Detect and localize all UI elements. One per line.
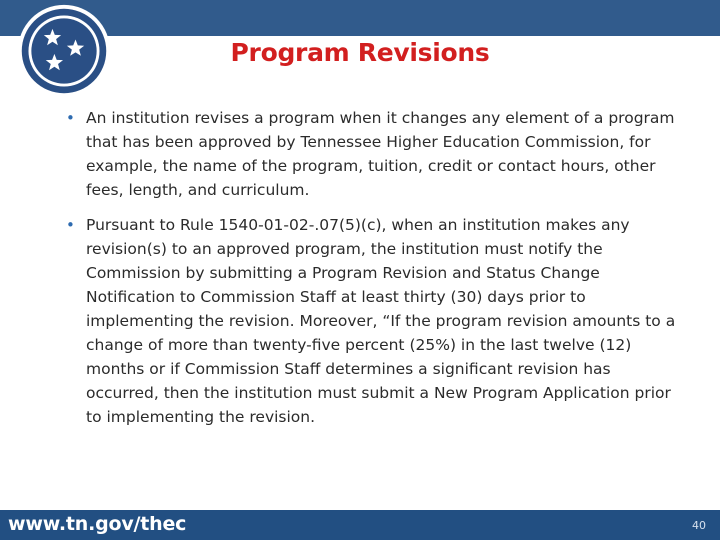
- bullet-marker-icon: •: [66, 109, 75, 127]
- bullet-text: An institution revises a program when it changes any element of a program that has been approved by Tennessee Higher Education Commission, for example, the name of the program, tuition, credit or contact hours, other fees, length, and curriculum.: [86, 109, 675, 199]
- bullet-item: [66, 106, 681, 202]
- bullet-list: [66, 106, 681, 440]
- footer-bar: [0, 510, 720, 540]
- footer-url: www.tn.gov/thec: [8, 513, 187, 535]
- bullet-text: Pursuant to Rule 1540-01-02-.07(5)(c), when an institution makes any revision(s) to an approved program, the institution must notify the Commission by submitting a Program Revision and Status Change Notification to Commission Staff at least thirty (30) days prior to implementing the revision. Moreover, “If the program revision amounts to a change of more than twenty-five percent (25%) in the last twelve (12) months or if Commission Staff determines a significant revision has occurred, then the institution must submit a New Program Application prior to implementing the revision.: [86, 216, 676, 426]
- slide-title: Program Revisions: [230, 38, 490, 67]
- page-number: 40: [692, 519, 706, 532]
- bullet-marker-icon: •: [66, 216, 75, 234]
- tennessee-tristar-logo-icon: [16, 3, 112, 99]
- bullet-item: [66, 213, 681, 429]
